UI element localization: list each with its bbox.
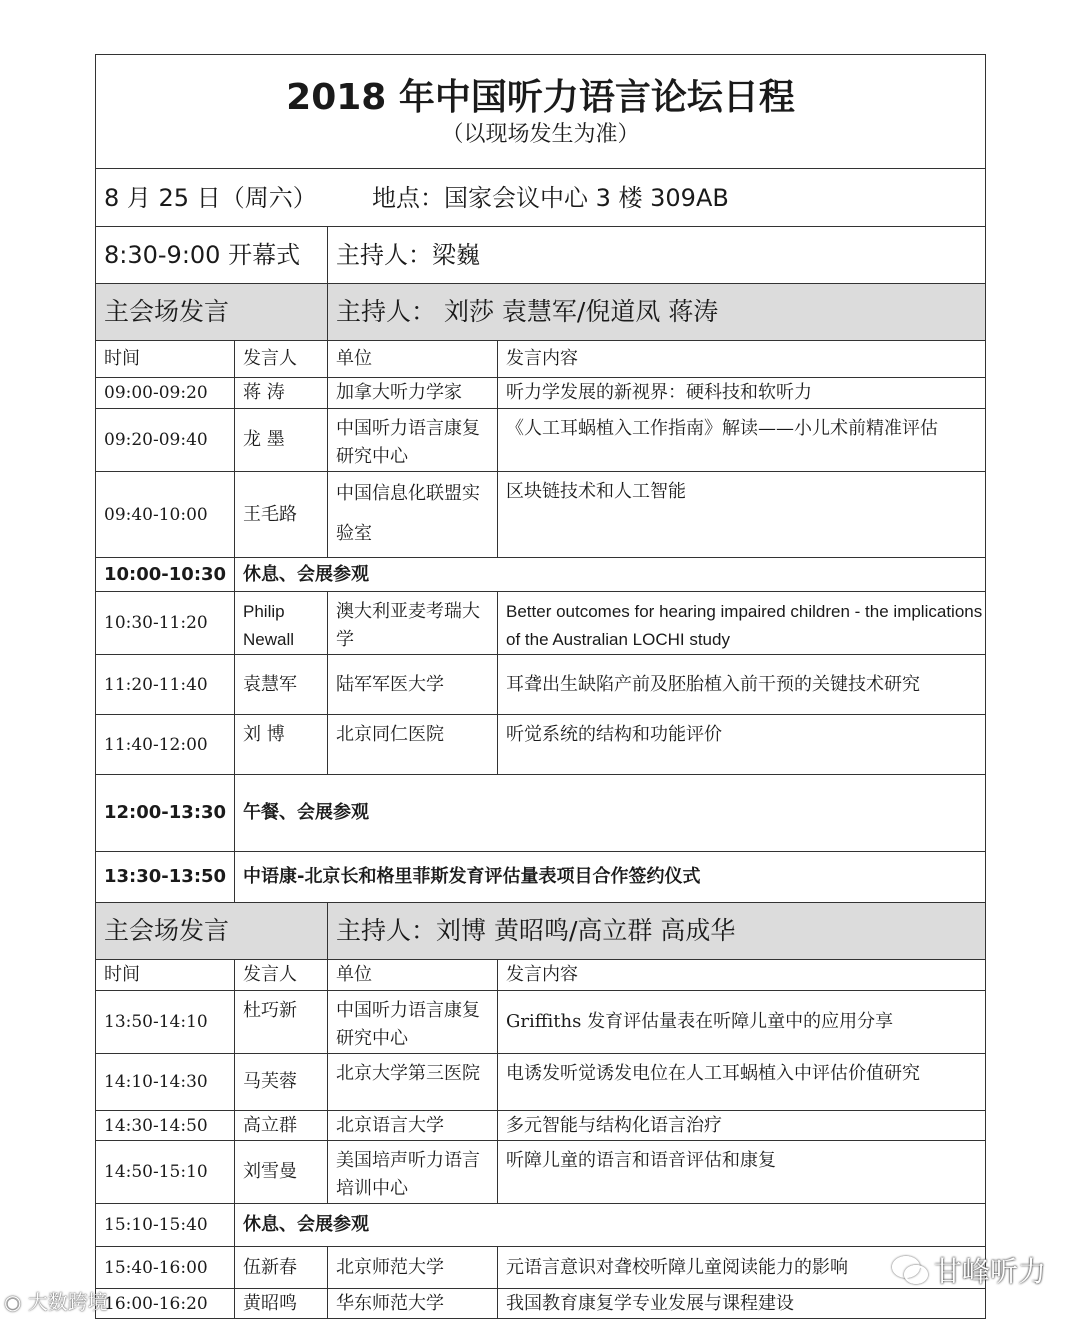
row-unit: 中国听力语言康复研究中心 bbox=[328, 409, 498, 472]
table-row bbox=[96, 472, 986, 558]
col-header-speaker: 发言人 bbox=[235, 960, 328, 991]
row-time: 10:30-11:20 bbox=[96, 592, 235, 655]
table-row bbox=[96, 1289, 986, 1319]
row-unit: 陆军军医大学 bbox=[328, 655, 498, 715]
lunch-row bbox=[96, 775, 986, 852]
col-header-speaker: 发言人 bbox=[235, 341, 328, 378]
event-venue: 地点：国家会议中心 3 楼 309AB bbox=[371, 183, 729, 212]
row-unit: 北京语言大学 bbox=[328, 1111, 498, 1141]
row-speaker: 高立群 bbox=[235, 1111, 328, 1141]
break-label: 休息、会展参观 bbox=[235, 1204, 986, 1247]
table-row bbox=[96, 1141, 986, 1204]
row-content: 听障儿童的语言和语音评估和康复 bbox=[498, 1141, 986, 1204]
signing-time: 13:30-13:50 bbox=[96, 852, 235, 903]
table-row bbox=[96, 592, 986, 655]
row-time: 14:50-15:10 bbox=[96, 1141, 235, 1204]
watermark-right bbox=[892, 1250, 1046, 1290]
row-content: Better outcomes for hearing impaired children - the implications of the Australian LOCHI study bbox=[498, 592, 986, 655]
row-speaker: 伍新春 bbox=[235, 1247, 328, 1289]
row-unit: 加拿大听力学家 bbox=[328, 378, 498, 409]
break-row bbox=[96, 558, 986, 592]
opening-time: 8:30-9:00 开幕式 bbox=[96, 227, 328, 284]
row-time: 14:30-14:50 bbox=[96, 1111, 235, 1141]
watermark-left bbox=[4, 1286, 108, 1315]
row-speaker: 黄昭鸣 bbox=[235, 1289, 328, 1319]
row-speaker: 刘 博 bbox=[235, 715, 328, 775]
table-row bbox=[96, 715, 986, 775]
watermark-right-text: 甘峰听力 bbox=[933, 1255, 1046, 1288]
schedule-table bbox=[95, 54, 986, 1319]
row-unit: 澳大利亚麦考瑞大学 bbox=[328, 592, 498, 655]
col-header-content: 发言内容 bbox=[498, 341, 986, 378]
table-row bbox=[96, 1111, 986, 1141]
row-unit: 中国信息化联盟实验室 bbox=[328, 472, 498, 558]
lunch-time: 12:00-13:30 bbox=[96, 775, 235, 852]
row-speaker: Philip Newall bbox=[235, 592, 328, 655]
row-content: 听力学发展的新视界：硬科技和软听力 bbox=[498, 378, 986, 409]
event-date: 8 月 25 日（周六） bbox=[104, 183, 317, 212]
row-speaker: 袁慧军 bbox=[235, 655, 328, 715]
row-unit: 华东师范大学 bbox=[328, 1289, 498, 1319]
title-cell bbox=[96, 55, 986, 169]
row-time: 16:00-16:20 bbox=[96, 1289, 235, 1319]
page-subtitle: （以现场发生为准） bbox=[441, 121, 640, 147]
col-header-content: 发言内容 bbox=[498, 960, 986, 991]
row-content: 我国教育康复学专业发展与课程建设 bbox=[498, 1289, 986, 1319]
row-unit: 美国培声听力语言培训中心 bbox=[328, 1141, 498, 1204]
row-time: 09:00-09:20 bbox=[96, 378, 235, 409]
table-row bbox=[96, 991, 986, 1054]
row-speaker: 杜巧新 bbox=[235, 991, 328, 1054]
schedule-document bbox=[95, 54, 985, 1314]
table-row bbox=[96, 378, 986, 409]
row-time: 13:50-14:10 bbox=[96, 991, 235, 1054]
row-time: 11:40-12:00 bbox=[96, 715, 235, 775]
col-header-unit: 单位 bbox=[328, 960, 498, 991]
eye-logo-icon: ◉ bbox=[4, 1290, 22, 1314]
table-row bbox=[96, 1247, 986, 1289]
table-row bbox=[96, 409, 986, 472]
session2-host: 主持人：刘博 黄昭鸣/高立群 高成华 bbox=[328, 903, 986, 960]
row-time: 09:40-10:00 bbox=[96, 472, 235, 558]
session1-host: 主持人： 刘莎 袁慧军/倪道凤 蒋涛 bbox=[328, 284, 986, 341]
session1-label: 主会场发言 bbox=[96, 284, 328, 341]
row-content: 电诱发听觉诱发电位在人工耳蜗植入中评估价值研究 bbox=[498, 1054, 986, 1111]
wechat-icon bbox=[892, 1256, 928, 1284]
row-unit: 北京同仁医院 bbox=[328, 715, 498, 775]
page-title: 2018 年中国听力语言论坛日程 bbox=[286, 76, 795, 118]
break-time: 15:10-15:40 bbox=[96, 1204, 235, 1247]
signing-label: 中语康-北京长和格里菲斯发育评估量表项目合作签约仪式 bbox=[235, 852, 986, 903]
row-content: 耳聋出生缺陷产前及胚胎植入前干预的关键技术研究 bbox=[498, 655, 986, 715]
row-speaker: 王毛路 bbox=[235, 472, 328, 558]
row-time: 15:40-16:00 bbox=[96, 1247, 235, 1289]
row-content: 元语言意识对聋校听障儿童阅读能力的影响 bbox=[498, 1247, 986, 1289]
signing-row bbox=[96, 852, 986, 903]
row-content: 区块链技术和人工智能 bbox=[498, 472, 986, 558]
row-content: 多元智能与结构化语言治疗 bbox=[498, 1111, 986, 1141]
row-content: Griffiths 发育评估量表在听障儿童中的应用分享 bbox=[498, 991, 986, 1054]
row-unit: 北京大学第三医院 bbox=[328, 1054, 498, 1111]
table-row bbox=[96, 1054, 986, 1111]
opening-host: 主持人：梁巍 bbox=[328, 227, 986, 284]
row-content: 听觉系统的结构和功能评价 bbox=[498, 715, 986, 775]
row-unit: 北京师范大学 bbox=[328, 1247, 498, 1289]
row-speaker: 蒋 涛 bbox=[235, 378, 328, 409]
row-speaker: 刘雪曼 bbox=[235, 1141, 328, 1204]
session2-label: 主会场发言 bbox=[96, 903, 328, 960]
watermark-left-text: 大数跨境 bbox=[27, 1290, 108, 1314]
col-header-time: 时间 bbox=[96, 341, 235, 378]
col-header-time: 时间 bbox=[96, 960, 235, 991]
row-content: 《人工耳蜗植入工作指南》解读——小儿术前精准评估 bbox=[498, 409, 986, 472]
row-speaker: 马芙蓉 bbox=[235, 1054, 328, 1111]
col-header-unit: 单位 bbox=[328, 341, 498, 378]
break-label: 休息、会展参观 bbox=[235, 558, 986, 592]
date-venue-row bbox=[96, 169, 986, 227]
lunch-label: 午餐、会展参观 bbox=[235, 775, 986, 852]
row-time: 11:20-11:40 bbox=[96, 655, 235, 715]
table-row bbox=[96, 655, 986, 715]
row-unit: 中国听力语言康复研究中心 bbox=[328, 991, 498, 1054]
row-time: 14:10-14:30 bbox=[96, 1054, 235, 1111]
break-row bbox=[96, 1204, 986, 1247]
row-time: 09:20-09:40 bbox=[96, 409, 235, 472]
row-speaker: 龙 墨 bbox=[235, 409, 328, 472]
break-time: 10:00-10:30 bbox=[96, 558, 235, 592]
